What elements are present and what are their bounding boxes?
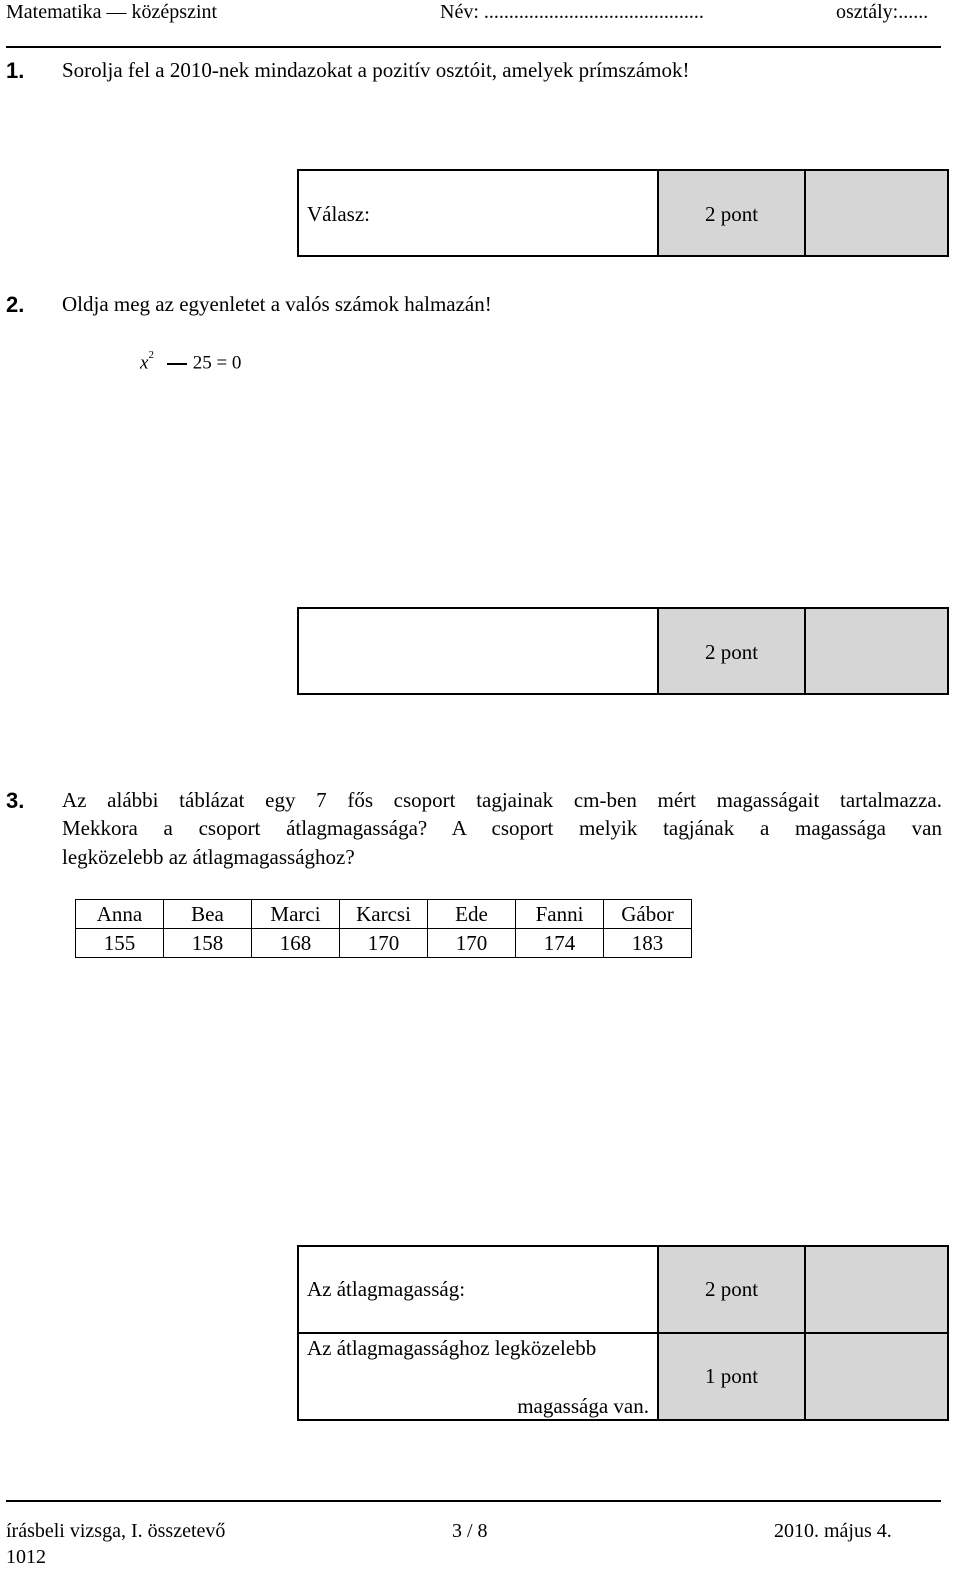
table-cell: Ede — [428, 900, 516, 929]
q1-points: 2 pont — [704, 202, 759, 226]
table-row-heights — [76, 929, 692, 958]
q3-text-line3: legközelebb az átlagmagassághoz? — [62, 845, 355, 869]
q3-answer1-cell[interactable] — [299, 1247, 657, 1334]
table-cell: 174 — [516, 929, 604, 958]
q2-minus-sign — [167, 363, 187, 365]
q1-answer-box — [297, 169, 949, 257]
table-cell: 183 — [604, 929, 692, 958]
q2-answer-cell[interactable] — [299, 609, 657, 693]
q3-points1-cell — [657, 1247, 804, 1334]
q2-equation: $x^2$ 25 = 0 — [140, 349, 242, 374]
q1-text: Sorolja fel a 2010-nek mindazokat a pozitív osztóit, amelyek prímszámok! — [62, 58, 690, 82]
q1-answer-label: Válasz: — [307, 202, 370, 226]
q2-text: Oldja meg az egyenletet a valós számok halmazán! — [62, 292, 492, 316]
q1-answer-cell[interactable] — [299, 171, 657, 255]
header-class-field: osztály:...... — [836, 1, 929, 23]
table-cell: 170 — [428, 929, 516, 958]
footer-left: írásbeli vizsga, I. összetevő — [6, 1520, 226, 1542]
q3-answer2-suffix: magassága van. — [517, 1394, 649, 1418]
table-cell: Anna — [76, 900, 164, 929]
q2-points: 2 pont — [704, 640, 759, 664]
q3-points2-cell — [657, 1334, 804, 1419]
footer-rule — [6, 1500, 941, 1502]
footer-code: 1012 — [6, 1546, 46, 1568]
header-name-field: Név: ............................................ — [440, 1, 704, 23]
q1-score-cell — [804, 171, 947, 255]
table-cell: 158 — [164, 929, 252, 958]
table-cell: Gábor — [604, 900, 692, 929]
table-cell: Marci — [252, 900, 340, 929]
q3-answer-box — [297, 1245, 949, 1421]
q3-points2: 1 pont — [704, 1364, 759, 1388]
table-cell: Bea — [164, 900, 252, 929]
q3-points1: 2 pont — [704, 1277, 759, 1301]
header-rule — [6, 46, 941, 48]
q1-points-cell — [657, 171, 804, 255]
q2-points-cell — [657, 609, 804, 693]
table-cell: 155 — [76, 929, 164, 958]
table-cell: 168 — [252, 929, 340, 958]
q2-score-cell — [804, 609, 947, 693]
q3-text-line2: Mekkora a csoport átlagmagassága? A csoport melyik tagjának a magassága van — [62, 816, 942, 840]
q3-answer2-label: Az átlagmagassághoz legközelebb — [307, 1336, 597, 1360]
table-cell: Fanni — [516, 900, 604, 929]
q2-answer-box — [297, 607, 949, 695]
q1-number: 1. — [6, 58, 25, 83]
table-row-names — [76, 900, 692, 929]
heights-table — [75, 899, 692, 958]
q3-number: 3. — [6, 788, 25, 813]
q2-number: 2. — [6, 292, 25, 317]
header-subject: Matematika — középszint — [6, 1, 218, 23]
q3-score1-cell — [804, 1247, 947, 1334]
table-cell: 170 — [340, 929, 428, 958]
q3-answer1-label: Az átlagmagasság: — [307, 1277, 466, 1301]
q3-text-line1: Az alábbi táblázat egy 7 fős csoport tagjainak cm-ben mért magasságait tartalmazza. — [62, 788, 942, 812]
footer-date: 2010. május 4. — [774, 1520, 892, 1542]
q3-score2-cell — [804, 1334, 947, 1419]
q3-answer2-cell[interactable] — [299, 1334, 657, 1419]
table-cell: Karcsi — [340, 900, 428, 929]
footer-page: 3 / 8 — [452, 1520, 488, 1542]
